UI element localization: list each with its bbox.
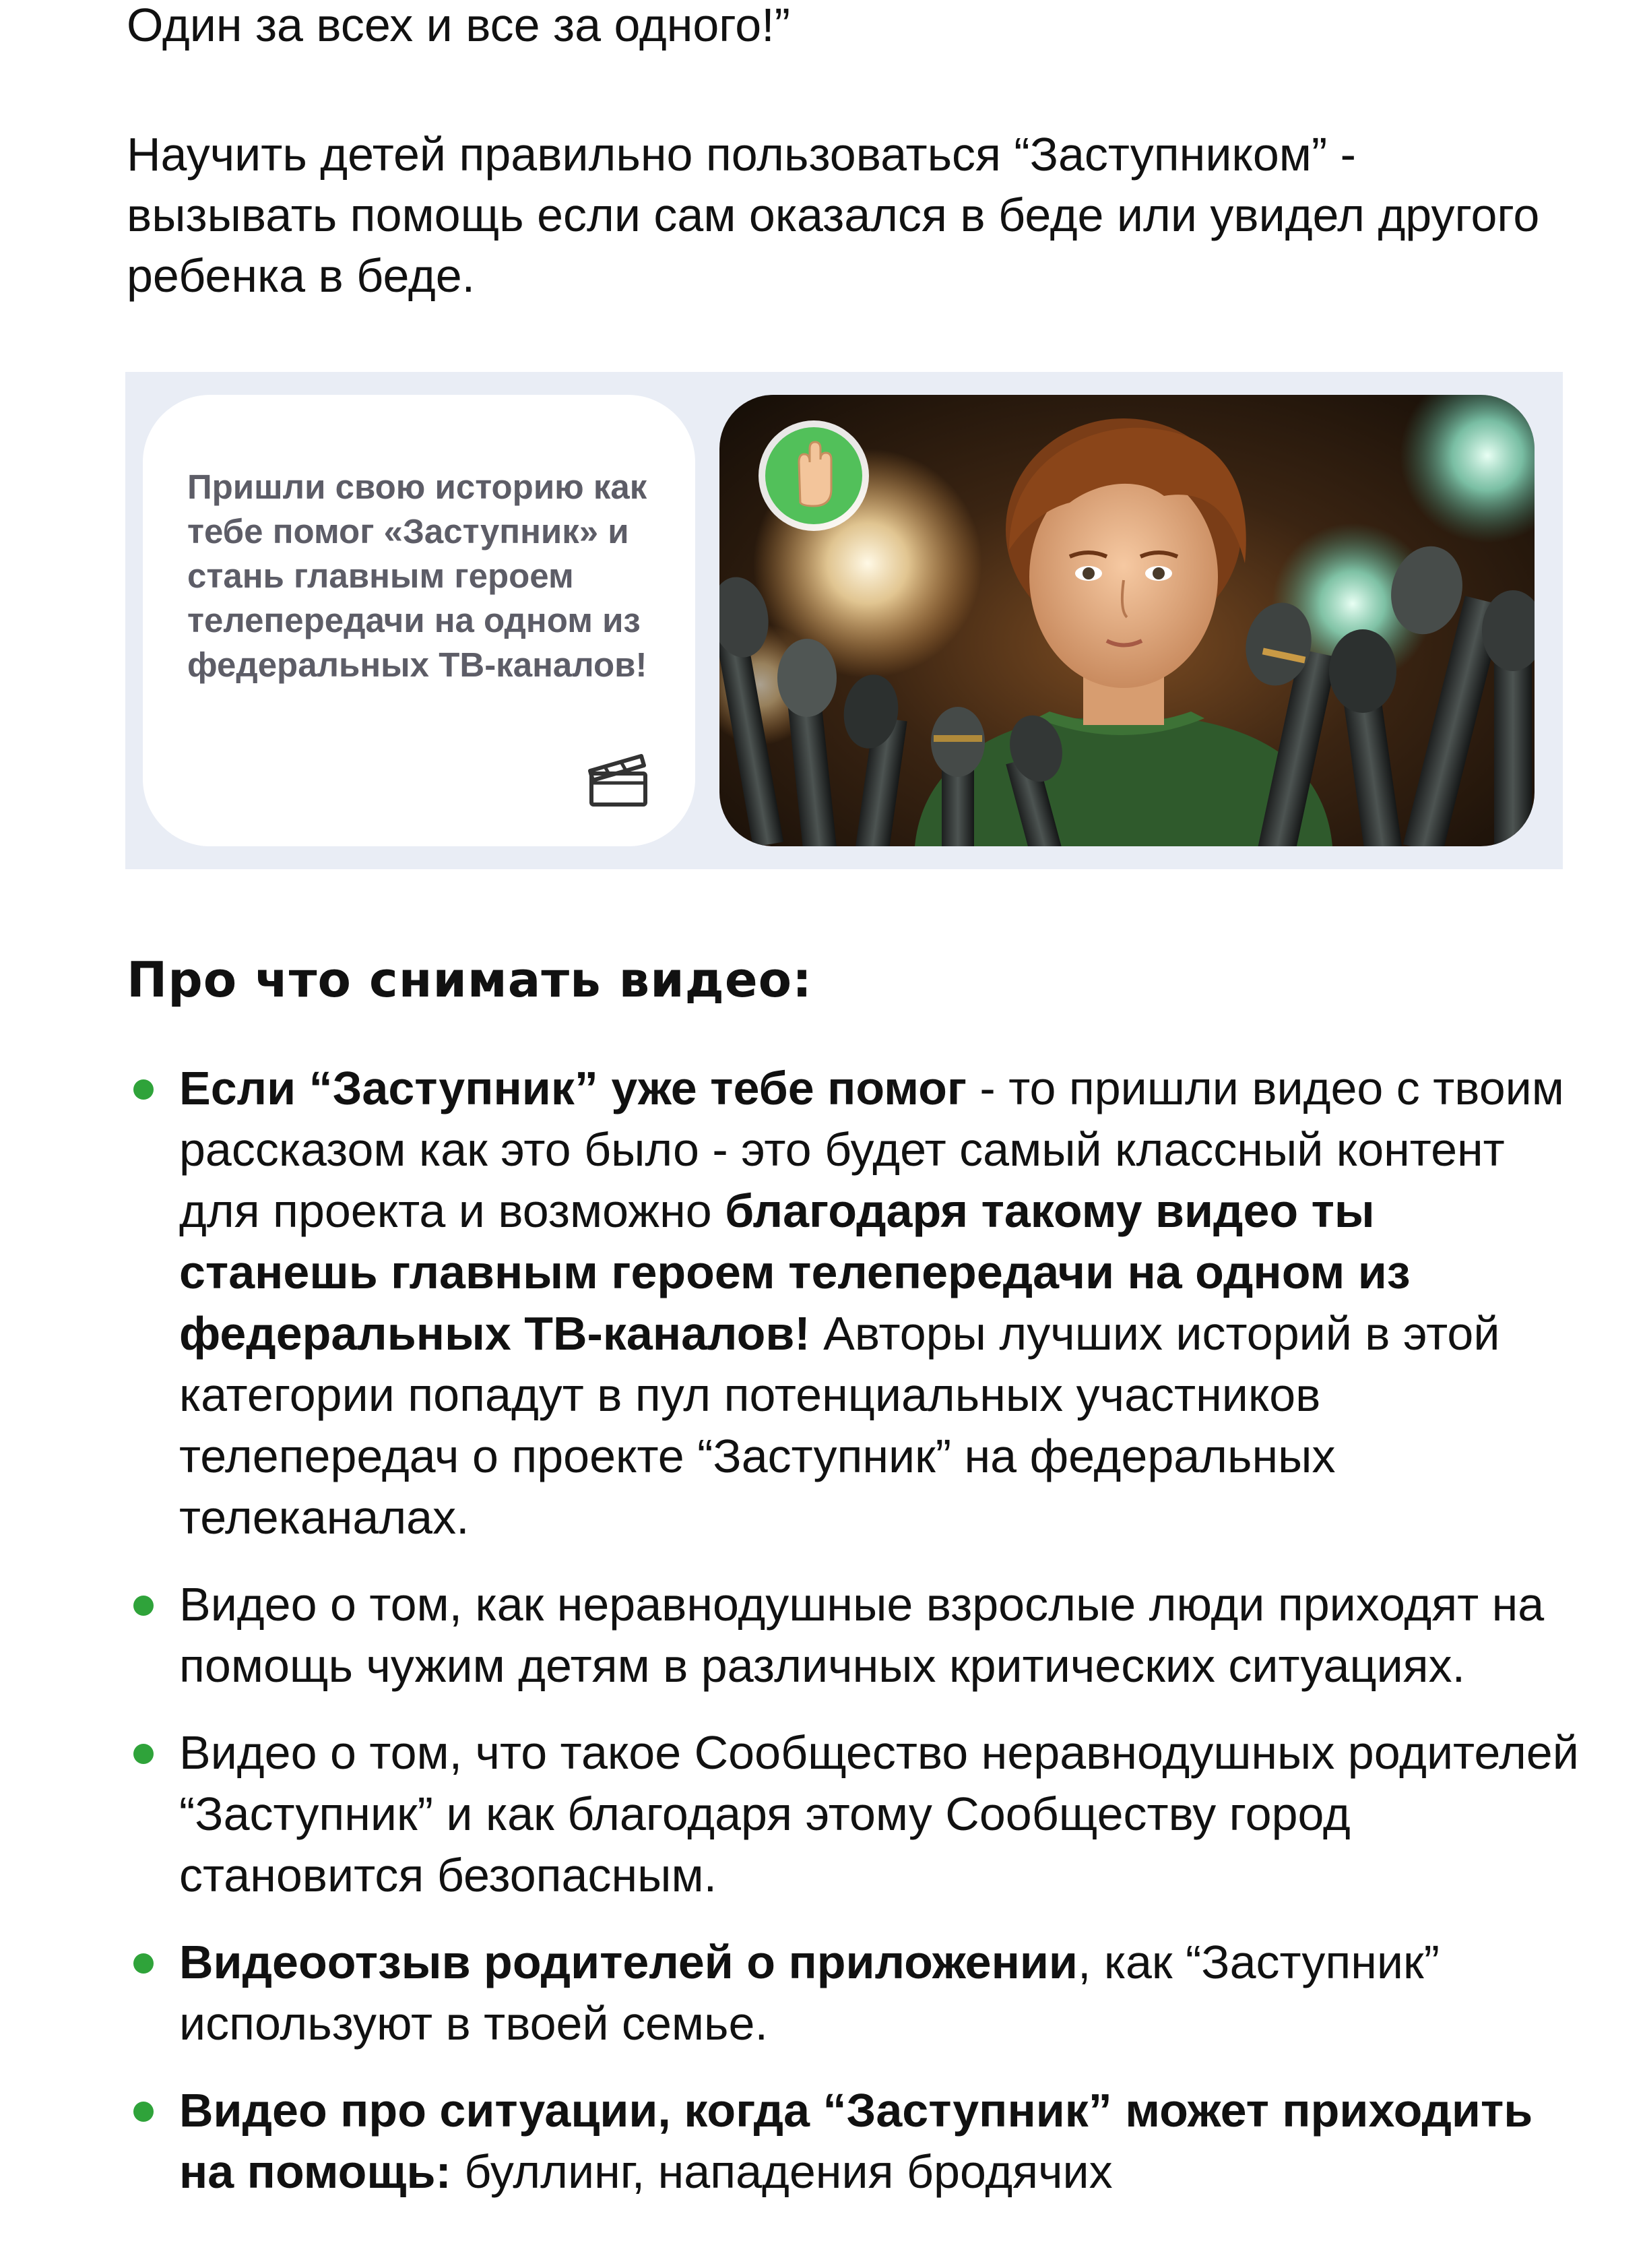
- bullet-bold-text: Видеоотзыв родителей о приложении: [179, 1936, 1078, 1988]
- promo-card[interactable]: [143, 395, 695, 846]
- list-item: [127, 1574, 1582, 1697]
- intro-paragraph: Научить детей правильно пользоваться “Заступником” - вызывать помощь если сам оказался в беде или увидел другого ребенка в беде.: [127, 128, 1540, 302]
- bullet-dot-icon: [133, 2102, 154, 2122]
- bullet-text: , как “Заступник” используют в твоей семье.: [179, 1936, 1440, 2050]
- boy-with-microphones-photo: [719, 395, 1535, 846]
- bullet-bold-text: Если “Заступник” уже тебе помог: [179, 1062, 967, 1114]
- bullet-dot-icon: [133, 1079, 154, 1100]
- list-item: [127, 1722, 1582, 1906]
- promo-banner[interactable]: [125, 372, 1563, 869]
- section-heading: Про что снимать видео:: [127, 951, 812, 1008]
- promo-text: Пришли свою историю как тебе помог «Заступник» и стань главным героем телепередачи на одном из федеральных ТВ-каналов!: [187, 468, 647, 684]
- bullet-dot-icon: [133, 1953, 154, 1974]
- bullet-text: - то пришли видео с твоим рассказом как это было - это будет самый классный контент для проекта и возможно: [179, 1062, 1564, 1237]
- bullet-bold-text: благодаря такому видео ты станешь главным героем телепередачи на одном из федеральных ТВ-каналов!: [179, 1185, 1411, 1360]
- raised-hand-icon: [759, 420, 869, 531]
- list-item: [127, 1058, 1582, 1548]
- video-topics-list: [127, 1058, 1582, 2228]
- bullet-dot-icon: [133, 1596, 154, 1616]
- bullet-text: Видео о том, как неравнодушные взрослые люди приходят на помощь чужим детям в различных критических ситуациях.: [179, 1578, 1545, 1692]
- list-item: [127, 2080, 1582, 2203]
- bullet-text: буллинг, нападения бродячих: [451, 2145, 1113, 2198]
- clapperboard-icon: [587, 751, 649, 809]
- intro-line-1: Один за всех и все за одного!”: [127, 0, 790, 51]
- bullet-text: Авторы лучших историй в этой категории попадут в пул потенциальных участников телепередач о проекте “Заступник” на федеральных телеканалах.: [179, 1307, 1500, 1544]
- bullet-bold-text: Видео про ситуации, когда “Заступник” может приходить на помощь:: [179, 2084, 1533, 2198]
- list-item: [127, 1932, 1582, 2054]
- bullet-text: Видео о том, что такое Сообщество неравнодушных родителей “Заступник” и как благодаря этому Сообществу город становится безопасным.: [179, 1726, 1579, 1901]
- bullet-dot-icon: [133, 1744, 154, 1764]
